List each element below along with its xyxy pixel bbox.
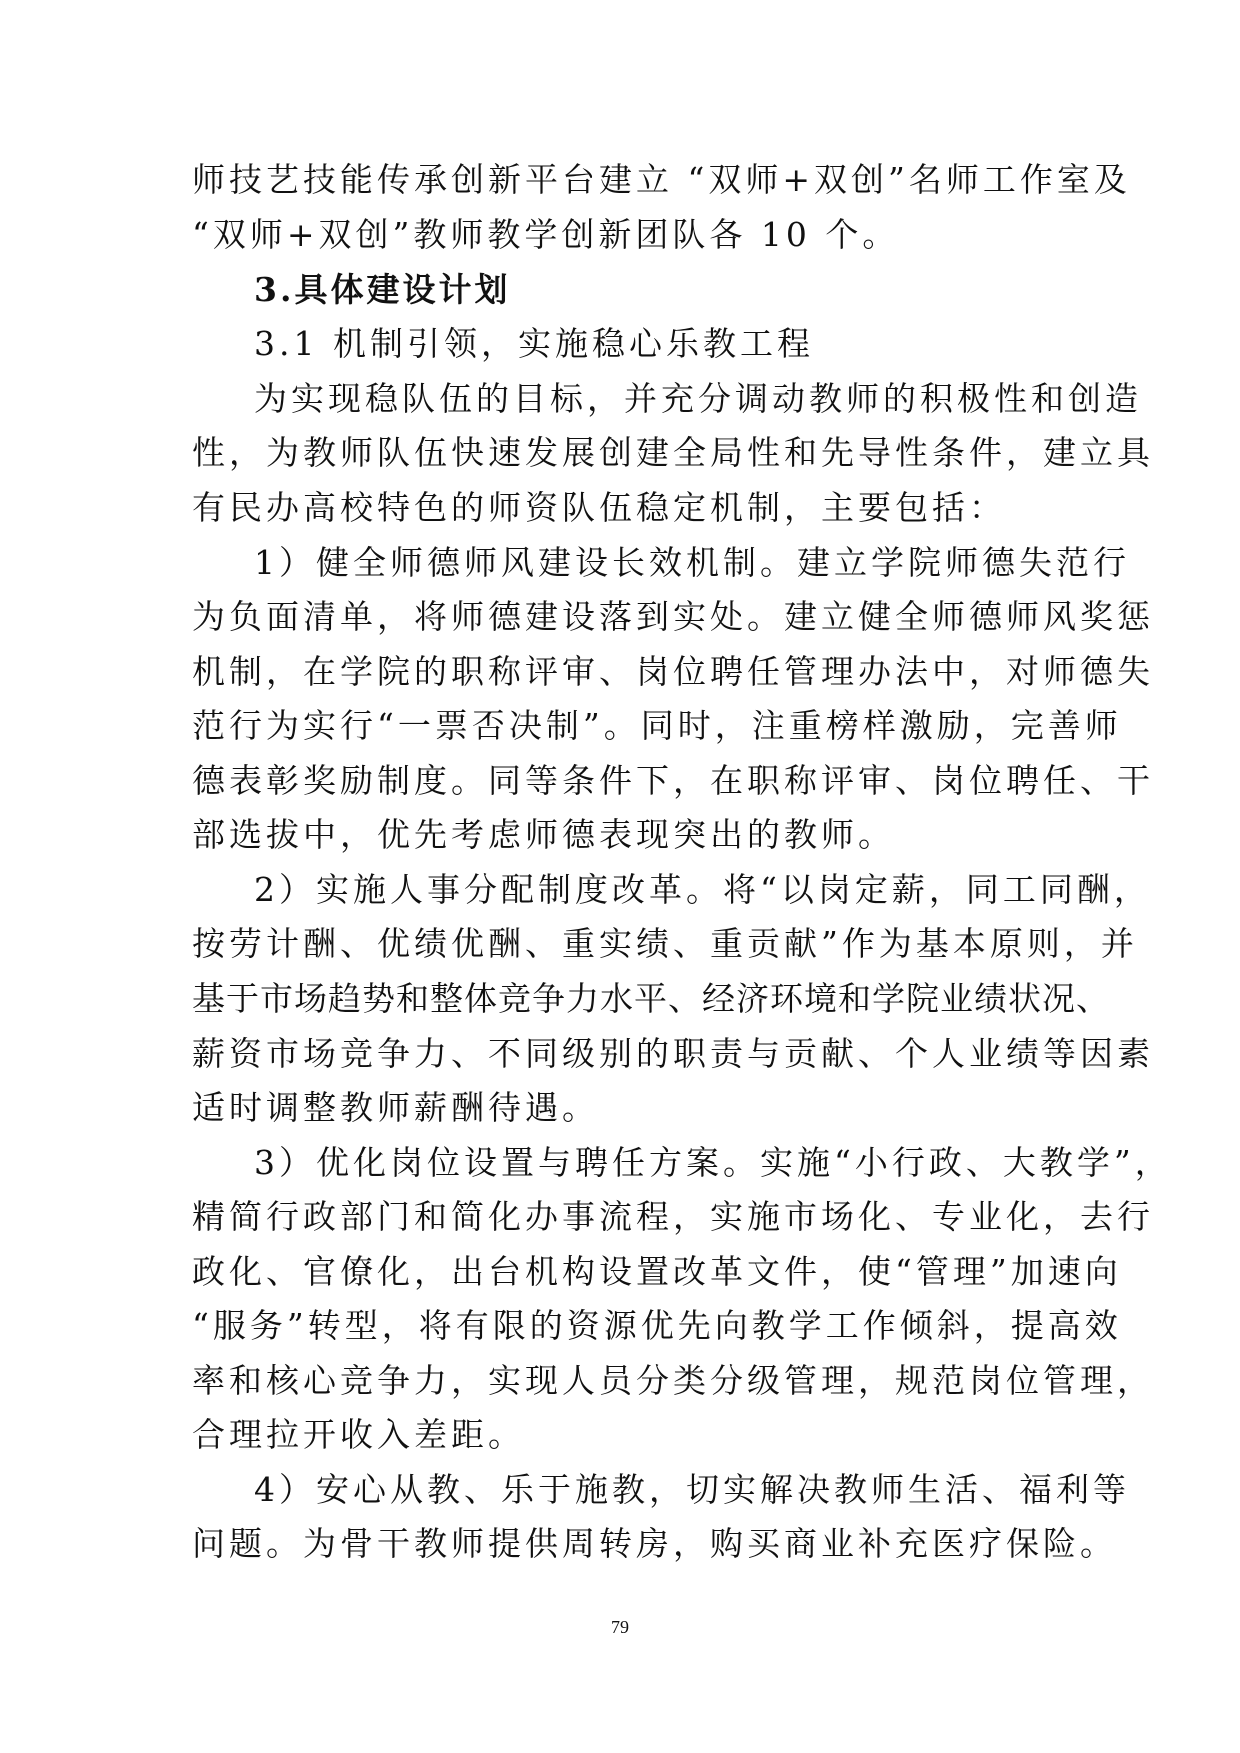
list-item-1-line-6: 部选拔中，优先考虑师德表现突出的教师。 bbox=[192, 815, 895, 854]
list-item-1-line-1: 1）健全师德师风建设长效机制。建立学院师德失范行 bbox=[254, 543, 1130, 582]
list-item-1-line-3: 机制，在学院的职称评审、岗位聘任管理办法中，对师德失 bbox=[192, 652, 1154, 691]
list-item-4-line-2: 问题。为骨干教师提供周转房，购买商业补充医疗保险。 bbox=[192, 1524, 1117, 1563]
text-line-6: 性，为教师队伍快速发展创建全局性和先导性条件，建立具 bbox=[192, 433, 1154, 472]
list-item-2-line-4: 薪资市场竞争力、不同级别的职责与贡献、个人业绩等因素 bbox=[192, 1034, 1154, 1073]
list-item-2-line-1: 2）实施人事分配制度改革。将“以岗定薪，同工同酬， bbox=[254, 870, 1151, 909]
list-item-3-line-1: 3）优化岗位设置与聘任方案。实施“小行政、大教学”， bbox=[254, 1143, 1172, 1182]
list-item-2-line-5: 适时调整教师薪酬待遇。 bbox=[192, 1088, 599, 1127]
list-item-2-line-2: 按劳计酬、优绩优酬、重实绩、重贡献”作为基本原则，并 bbox=[192, 924, 1138, 963]
list-item-3-line-4: “服务”转型，将有限的资源优先向教学工作倾斜，提高效 bbox=[192, 1306, 1122, 1345]
page-number: 79 bbox=[611, 1617, 629, 1637]
list-item-3-line-6: 合理拉开收入差距。 bbox=[192, 1415, 525, 1454]
text-line-7: 有民办高校特色的师资队伍稳定机制，主要包括： bbox=[192, 488, 1006, 527]
list-item-3-line-3: 政化、官僚化，出台机构设置改革文件，使“管理”加速向 bbox=[192, 1252, 1122, 1291]
text-line-2: “双师+双创”教师教学创新团队各 10 个。 bbox=[192, 215, 900, 254]
list-item-4-line-1: 4）安心从教、乐于施教，切实解决教师生活、福利等 bbox=[254, 1470, 1130, 1509]
text-line-5: 为实现稳队伍的目标，并充分调动教师的积极性和创造 bbox=[254, 379, 1142, 418]
list-item-3-line-2: 精简行政部门和简化办事流程，实施市场化、专业化，去行 bbox=[192, 1197, 1154, 1236]
section-heading: 3.具体建设计划 bbox=[254, 270, 511, 309]
list-item-3-line-5: 率和核心竞争力，实现人员分类分级管理，规范岗位管理， bbox=[192, 1361, 1154, 1400]
list-item-1-line-5: 德表彰奖励制度。同等条件下，在职称评审、岗位聘任、干 bbox=[192, 761, 1154, 800]
list-item-1-line-2: 为负面清单，将师德建设落到实处。建立健全师德师风奖惩 bbox=[192, 597, 1154, 636]
list-item-1-line-4: 范行为实行“一票否决制”。同时，注重榜样激励，完善师 bbox=[192, 706, 1122, 745]
text-line-1: 师技艺技能传承创新平台建立 “双师+双创”名师工作室及 bbox=[192, 160, 1131, 199]
list-item-2-line-3: 基于市场趋势和整体竞争力水平、经济环境和学院业绩状况、 bbox=[192, 979, 1110, 1018]
subsection-heading: 3.1 机制引领，实施稳心乐教工程 bbox=[254, 324, 814, 363]
